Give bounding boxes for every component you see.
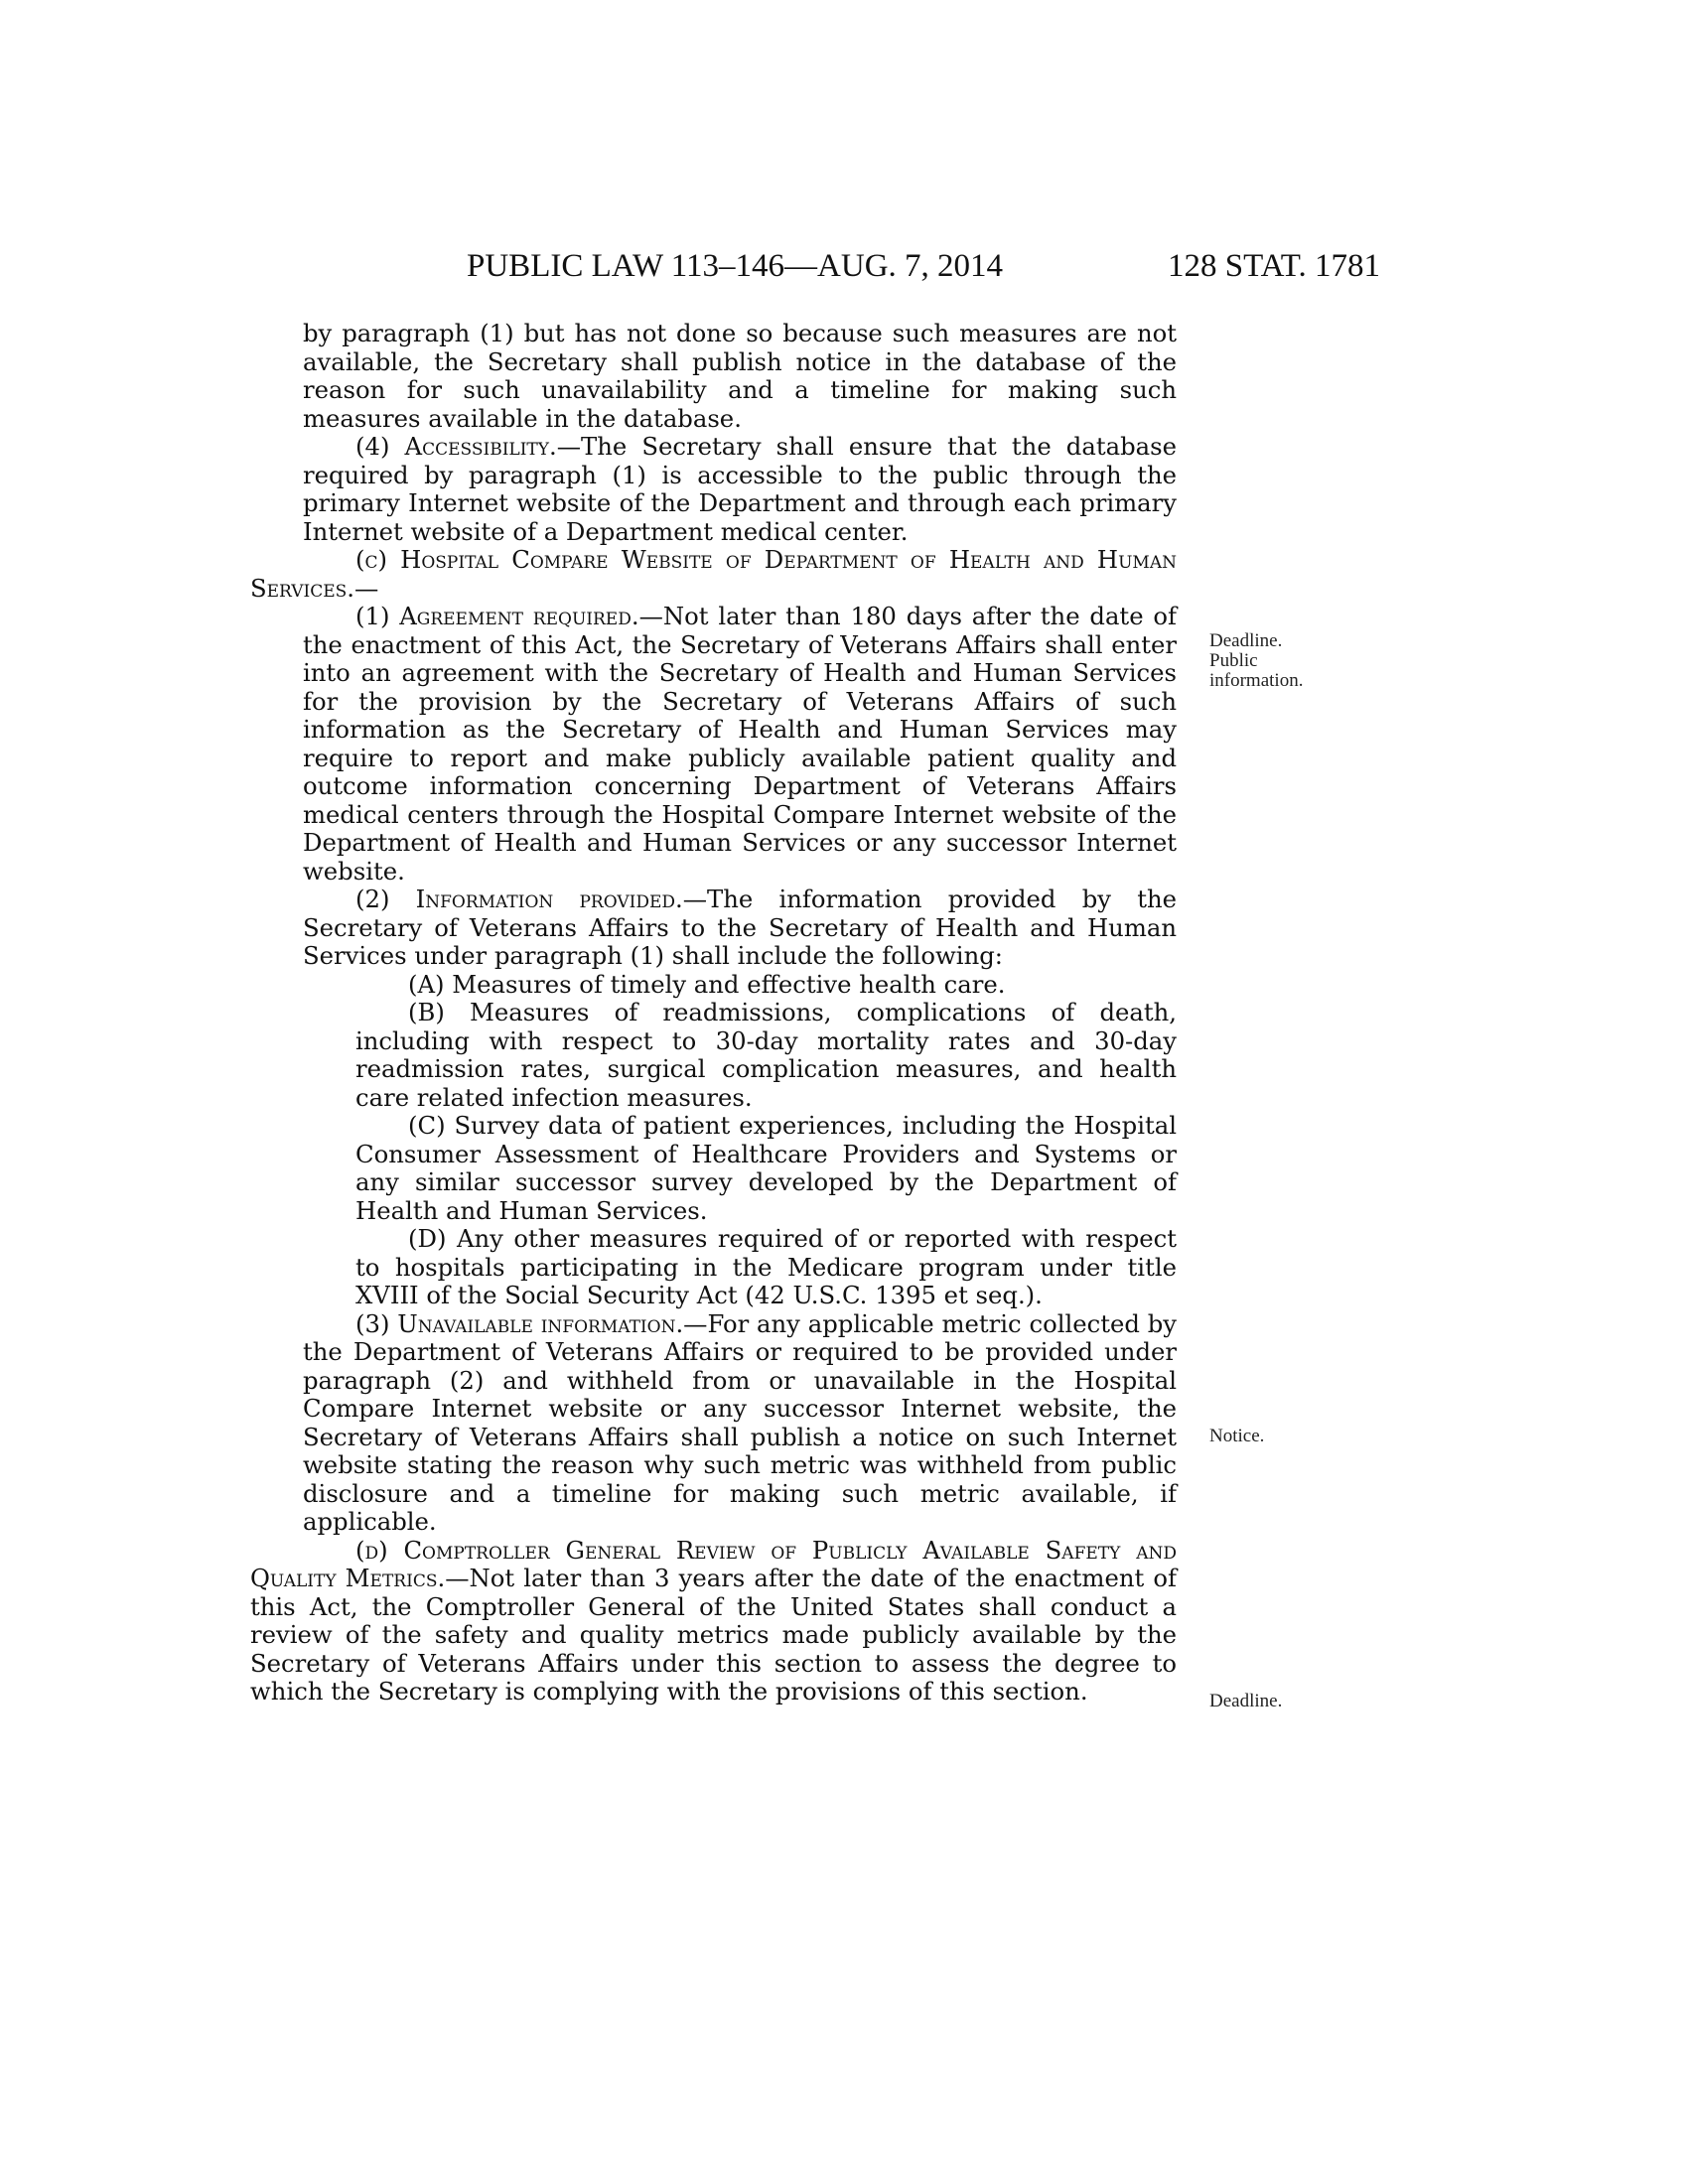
heading-agreement-required: (1) Agreement required. — [355, 602, 639, 630]
paragraph-agreement-required — [303, 603, 1177, 886]
margin-note-line: Deadline. — [1209, 630, 1283, 651]
margin-note-deadline: Deadline. — [1209, 1691, 1283, 1711]
margin-note-line: Public — [1209, 650, 1258, 671]
subsection-c-heading — [250, 546, 1177, 603]
paragraph-information-provided — [303, 886, 1177, 971]
paragraph-unavailable-information — [303, 1310, 1177, 1537]
heading-comptroller-review: (d) Comptroller General Review of Publicly Available Safety and Quality Metrics. — [250, 1535, 1177, 1592]
heading-unavailable-information: (3) Unavailable information. — [355, 1308, 684, 1338]
text-comptroller-review: —Not later than 3 years after the date of the enactment of this Act, the Comptroller General of the United States shall conduct a review of the safety and quality metrics made publicly available by the Secretary of Veterans Affairs under this section to assess the degree to which the Secretary is complying with the provisions of this section. — [250, 1564, 1177, 1706]
text-information-provided: —The information provided by the Secretary of Veterans Affairs to the Secretary of Health and Human Services under paragraph (1) shall include the following: — [303, 885, 1178, 970]
margin-note-deadline-public-information — [1209, 631, 1338, 691]
margin-note-line: information. — [1209, 670, 1304, 691]
heading-information-provided: (2) Information provided. — [355, 885, 683, 913]
margin-note-notice: Notice. — [1209, 1426, 1265, 1446]
public-law-citation: PUBLIC LAW 113–146—AUG. 7, 2014 — [467, 248, 1004, 284]
item-c: (C) Survey data of patient experiences, including the Hospital Consumer Assessment of Healthcare Providers and Systems or any similar successor survey developed by the Department of Health and Human Services. — [355, 1111, 1177, 1225]
text-unavailable-information: —For any applicable metric collected by the Department of Veterans Affairs or required to be provided under paragraph (2) and withheld from or unavailable in the Hospital Compare Internet website or any successor Internet website, the Secretary of Veterans Affairs shall publish a notice on such Internet website stating the reason why such metric was withheld from public disclosure and a timeline for making such metric available, if applicable. — [303, 1308, 1178, 1536]
item-a: (A) Measures of timely and effective health care. — [408, 969, 1006, 999]
page-header — [467, 248, 1380, 298]
text-accessibility: —The Secretary shall ensure that the database required by paragraph (1) is accessible to the public through the primary Internet website of the Department and through each primary Internet website of a Department medical center. — [303, 432, 1177, 546]
heading-hospital-compare: (c) Hospital Compare Website of Department of Health and Human Services. — [250, 545, 1177, 603]
heading-accessibility: (4) Accessibility. — [355, 432, 557, 461]
statute-page-number: 128 STAT. 1781 — [1167, 248, 1380, 284]
paragraph-accessibility — [303, 433, 1177, 546]
item-b: (B) Measures of readmissions, complications of death, including with respect to 30-day mortality rates and 30-day readmission rates, surgical complication measures, and health care related infection measures. — [355, 998, 1177, 1112]
subsection-d-comptroller-review — [250, 1537, 1177, 1706]
heading-hospital-compare-dash: — — [354, 573, 379, 603]
text-agreement-required: —Not later than 180 days after the date of the enactment of this Act, the Secretary of Veterans Affairs shall enter into an agreement with the Secretary of Health and Human Services for the provision by the Secretary of Veterans Affairs of such information as the Secretary of Health and Human Services may require to report and make publicly available patient quality and outcome information concerning Department of Veterans Affairs medical centers through the Hospital Compare Internet website of the Department of Health and Human Services or any successor Internet website. — [303, 602, 1177, 886]
item-d: (D) Any other measures required of or reported with respect to hospitals participating in the Medicare program under title XVIII of the Social Security Act (42 U.S.C. 1395 et seq.). — [355, 1224, 1177, 1309]
paragraph-continuation: by paragraph (1) but has not done so because such measures are not available, the Secretary shall publish notice in the database of the reason for such unavailability and a timeline for making such measures available in the database. — [303, 319, 1177, 433]
document-body — [250, 319, 1178, 1706]
